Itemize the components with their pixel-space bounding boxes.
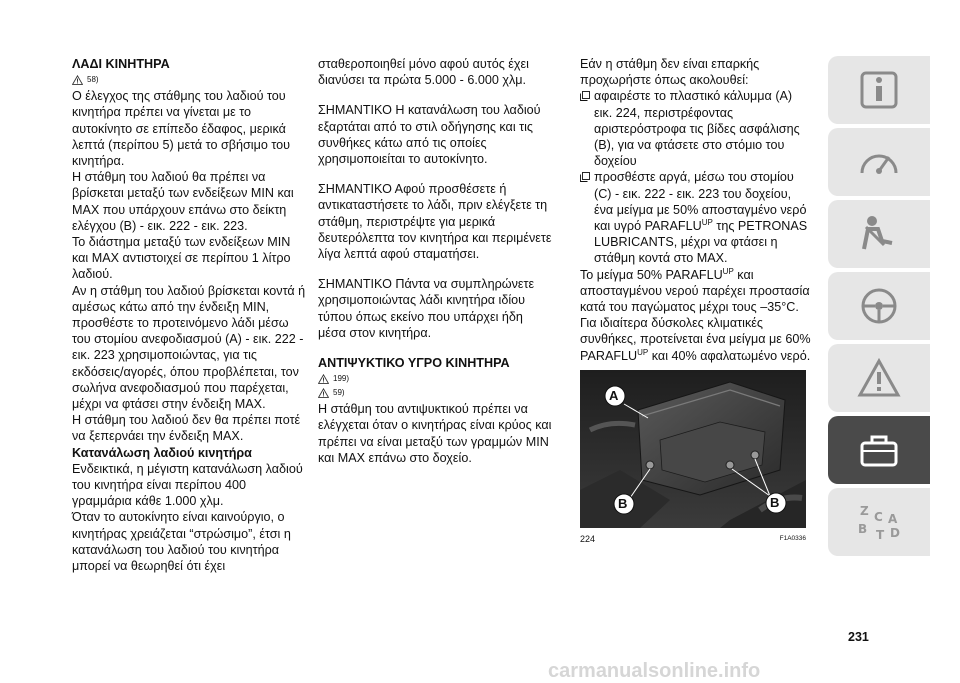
svg-text:A: A xyxy=(888,512,898,526)
chapter-tabs xyxy=(828,56,930,560)
paragraph: Η στάθμη του λαδιού δεν θα πρέπει ποτέ να ξεπερνάει την ένδειξη MAX. xyxy=(72,413,301,444)
figure-caption xyxy=(580,531,806,547)
callout-a: A xyxy=(609,387,619,403)
svg-text:Z: Z xyxy=(860,504,869,518)
paragraph: Αν η στάθμη του λαδιού βρίσκεται κοντά ή αμέσως κάτω από την ένδειξη MIN, προσθέστε το προτεινόμενο λάδι μέσω του στομίου ανεφοδιασμού (A) - εικ. 222 - εικ. 223 χρησιμοποιώντας, για τις εκδόσεις/αγορές, όπου προβλέπεται, τον σωλήνα ανεφοδιασμού που παρέχεται, μέχρι να φτάσει στην ένδειξη MAX. xyxy=(72,283,306,412)
callout-b: B xyxy=(770,494,780,510)
section-heading-engine-oil: ΛΑΔΙ ΚΙΝΗΤΗΡΑ xyxy=(72,57,170,71)
warning-reference[interactable] xyxy=(318,387,554,399)
checkbox-bullet-icon xyxy=(580,91,590,101)
figure-code: F1A0336 xyxy=(779,534,806,542)
tab-information[interactable] xyxy=(828,56,930,124)
tab-safety[interactable] xyxy=(828,200,930,268)
svg-text:T: T xyxy=(876,528,885,542)
caution-reference[interactable] xyxy=(318,373,554,385)
svg-text:D: D xyxy=(890,526,900,540)
watermark: carmanualsonline.info xyxy=(548,660,761,682)
section-heading-coolant: ΑΝΤΙΨΥΚΤΙΚΟ ΥΓΡΟ ΚΙΝΗΤΗΡΑ xyxy=(318,356,510,371)
tab-dashboard[interactable] xyxy=(828,128,930,196)
svg-text:C: C xyxy=(874,510,883,524)
step-text: αφαιρέστε το πλαστικό κάλυμμα (A) εικ. 224, περιστρέφοντας αριστερόστροφα τις βίδες ασφάλισης (B), για να φτάσετε στο στόμιο του δοχείου xyxy=(594,89,800,169)
steering-wheel-icon xyxy=(856,285,902,327)
warning-icon xyxy=(856,357,902,399)
speedometer-icon xyxy=(856,141,902,183)
paragraph: Όταν το αυτοκίνητο είναι καινούργιο, ο κινητήρας χρειάζεται “στρώσιμο”, έτσι η κατανάλωση του λαδιού του κινητήρα μπορεί να θεωρηθεί ότι έχει xyxy=(72,510,291,574)
paragraph: Ενδεικτικά, η μέγιστη κατανάλωση λαδιού του κινητήρα είναι περίπου 400 γραμμάρια κάθε 1.000 χλμ. xyxy=(72,461,303,509)
paragraph: Ο έλεγχος της στάθμης του λαδιού του κινητήρα πρέπει να γίνεται με το αυτοκίνητο σε επίπεδο έδαφος, μερικά λεπτά (περίπου 5) μετά το σβήσιμο του κινητήρα. xyxy=(72,89,291,169)
subheading-oil-consumption: Κατανάλωση λαδιού κινητήρα xyxy=(72,445,252,460)
figure-number: 224 xyxy=(580,533,596,544)
paragraph: Εάν η στάθμη δεν είναι επαρκής προχωρήστε όπως ακολουθεί: xyxy=(580,57,760,88)
column-1 xyxy=(72,56,308,574)
caution-icon xyxy=(318,374,329,384)
column-3 xyxy=(580,56,812,547)
column-2 xyxy=(318,56,554,466)
toolbox-icon xyxy=(856,429,902,471)
tab-maintenance[interactable] xyxy=(828,416,930,484)
seatbelt-icon xyxy=(856,213,902,255)
tab-emergency[interactable] xyxy=(828,344,930,412)
tab-index[interactable] xyxy=(828,488,930,556)
tab-driving[interactable] xyxy=(828,272,930,340)
figure-coolant-cover xyxy=(580,370,806,528)
svg-text:B: B xyxy=(858,522,868,536)
paragraph: Το διάστημα μεταξύ των ενδείξεων MIN και MAX αντιστοιχεί σε περίπου 1 λίτρο λαδιού. xyxy=(72,235,291,282)
warning-reference-number: 58) xyxy=(87,75,99,85)
caution-reference-number: 199) xyxy=(333,374,350,384)
step-item xyxy=(580,169,812,266)
important-note: ΣΗΜΑΝΤΙΚΟ Αφού προσθέσετε ή αντικαταστήσετε το λάδι, πριν ελέγξετε τη στάθμη, περιστρέψτε για μερικά δευτερόλεπτα τον κινητήρα και περιμένετε λίγα λεπτά αφού σταματήσει. xyxy=(318,182,552,262)
info-icon xyxy=(856,69,902,111)
paragraph: Το μείγμα 50% $PARAFLU^{UP}$ και αποσταγμένου νερού παρέχει προστασία κατά του παγώματος μέχρι τους –35°C. xyxy=(580,266,810,315)
callout-b: B xyxy=(618,495,628,511)
paragraph: Η στάθμη του λαδιού θα πρέπει να βρίσκεται μεταξύ των ενδείξεων MIN και MAX που υπάρχουν επάνω στο δείκτη ελέγχου (B) - εικ. 222 - εικ. 223. xyxy=(72,170,294,233)
important-note: ΣΗΜΑΝΤΙΚΟ Πάντα να συμπληρώνετε χρησιμοποιώντας λάδι κινητήρα ιδίου τύπου όπως εκείνο που υπάρχει ήδη μέσα στον κινητήρα. xyxy=(318,277,535,340)
paragraph: σταθεροποιηθεί μόνο αφού αυτός έχει διανύσει τα πρώτα 5.000 - 6.000 χλμ. xyxy=(318,57,529,88)
warning-reference-number: 59) xyxy=(333,388,345,398)
important-note: ΣΗΜΑΝΤΙΚΟ Η κατανάλωση του λαδιού εξαρτάται από το στιλ οδήγησης και τις συνθήκες κάτω από τις οποίες χρησιμοποιείται το αυτοκίνητο. xyxy=(318,103,541,167)
step-text: προσθέστε αργά, μέσω του στομίου (C) - εικ. 222 - εικ. 223 του δοχείου, ένα μείγμα με 50% αποσταγμένο νερό και υγρό $PARAFLU^{UP}$ της PETRONAS LUBRICANTS, μέχρι να φτάσει η στάθμη κοντά στο MAX. xyxy=(594,170,808,266)
index-letters-icon xyxy=(856,501,902,543)
paragraph: Η στάθμη του αντιψυκτικού πρέπει να ελέγχεται όταν ο κινητήρας είναι κρύος και πρέπει να είναι μεταξύ των γραμμών MIN και MAX επάνω στο δοχείο. xyxy=(318,402,552,465)
warning-triangle-icon xyxy=(318,388,329,398)
paragraph: Για ιδιαίτερα δύσκολες κλιματικές συνθήκες, προτείνεται ένα μείγμα με 60% $PARAFLU^{UP}$ και 40% αφαλατωμένο νερό. xyxy=(580,316,811,363)
warning-triangle-icon xyxy=(72,75,83,85)
step-item xyxy=(580,88,812,169)
page-number: 231 xyxy=(848,630,869,644)
checkbox-bullet-icon xyxy=(580,172,590,182)
warning-reference[interactable] xyxy=(72,74,308,86)
